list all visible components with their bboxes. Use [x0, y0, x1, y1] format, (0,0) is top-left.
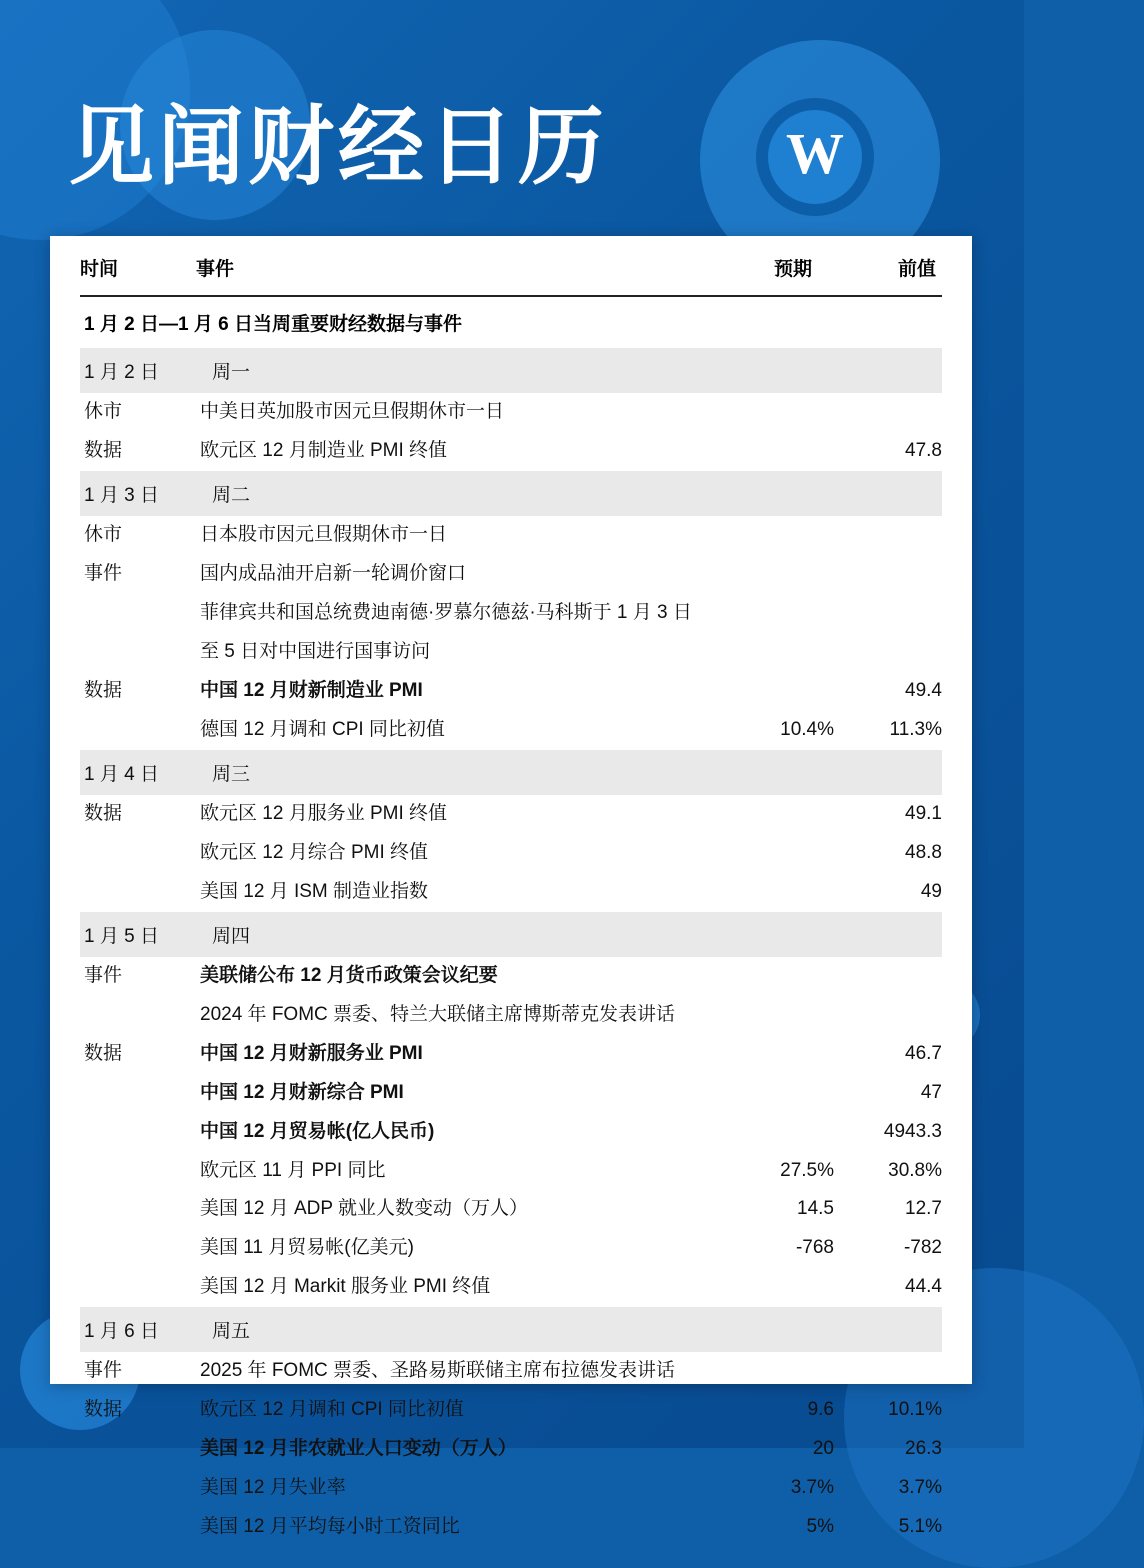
- column-header-event: 事件: [196, 242, 726, 296]
- column-header-expected: 预期: [726, 242, 834, 296]
- day-weekday: 周五: [196, 1307, 726, 1352]
- row-previous: -782: [903, 1237, 942, 1259]
- row-event: 国内成品油开启新一轮调价窗口: [200, 562, 467, 584]
- row-expected: -768: [795, 1237, 834, 1259]
- table-row: [80, 1430, 942, 1469]
- row-expected: 9.6: [807, 1399, 834, 1421]
- logo-letter: W: [786, 121, 844, 186]
- row-previous: 5.1%: [898, 1516, 942, 1538]
- table-row: [80, 594, 942, 633]
- row-expected: [726, 516, 834, 555]
- row-label: [80, 1268, 196, 1307]
- table-header-row: [80, 242, 942, 296]
- row-event: 欧元区 12 月制造业 PMI 终值: [200, 439, 448, 461]
- row-previous: [834, 555, 942, 594]
- row-previous: [834, 516, 942, 555]
- table-row: [80, 1152, 942, 1191]
- row-label: [80, 711, 196, 750]
- row-label: [80, 1074, 196, 1113]
- row-expected: 20: [812, 1438, 834, 1460]
- day-spacer: [834, 1307, 942, 1352]
- page-title: 见闻财经日历: [68, 99, 608, 195]
- table-row: [80, 957, 942, 996]
- row-label: 数据: [84, 679, 123, 701]
- row-event: 2025 年 FOMC 票委、圣路易斯联储主席布拉德发表讲话: [200, 1360, 676, 1382]
- row-event: 美国 12 月 ISM 制造业指数: [200, 880, 429, 902]
- table-row: [80, 1268, 942, 1307]
- table-header: [80, 242, 942, 296]
- table-row: [80, 672, 942, 711]
- row-expected: 3.7%: [790, 1477, 834, 1499]
- row-event: 欧元区 12 月综合 PMI 终值: [200, 841, 429, 863]
- row-label: [80, 1113, 196, 1152]
- row-label: [80, 594, 196, 633]
- day-header-row: [80, 471, 942, 516]
- row-label: [80, 1229, 196, 1268]
- table-row: [80, 711, 942, 750]
- table-row: [80, 1352, 942, 1391]
- row-label: 数据: [84, 1042, 123, 1064]
- row-expected: [726, 957, 834, 996]
- row-label: [80, 1508, 196, 1547]
- row-event: 美国 12 月平均每小时工资同比: [200, 1516, 460, 1538]
- row-previous: [834, 996, 942, 1035]
- day-date: 1 月 3 日: [80, 471, 196, 516]
- row-event: 至 5 日对中国进行国事访问: [200, 640, 431, 662]
- row-previous: 49: [920, 880, 942, 902]
- row-expected: [726, 996, 834, 1035]
- row-event: 欧元区 11 月 PPI 同比: [200, 1159, 386, 1181]
- row-expected: [726, 393, 834, 432]
- week-title-row: [80, 296, 942, 348]
- row-previous: 4943.3: [883, 1120, 942, 1142]
- row-expected: [726, 834, 834, 873]
- row-previous: 26.3: [905, 1438, 942, 1460]
- day-header-row: [80, 348, 942, 393]
- day-weekday: 周一: [196, 348, 726, 393]
- row-event: 2024 年 FOMC 票委、特兰大联储主席博斯蒂克发表讲话: [200, 1003, 676, 1025]
- row-previous: 49.4: [905, 679, 942, 701]
- row-event: 中国 12 月财新服务业 PMI: [200, 1042, 423, 1064]
- day-spacer: [726, 912, 834, 957]
- day-spacer: [726, 471, 834, 516]
- row-event: 菲律宾共和国总统费迪南德·罗慕尔德兹·马科斯于 1 月 3 日: [200, 601, 692, 623]
- row-expected: [726, 555, 834, 594]
- row-expected: [726, 795, 834, 834]
- calendar-card: [50, 236, 972, 1538]
- row-label: 数据: [84, 439, 123, 461]
- table-row: [80, 555, 942, 594]
- table-row: [80, 432, 942, 471]
- row-previous: 3.7%: [898, 1477, 942, 1499]
- row-label: [80, 996, 196, 1035]
- day-weekday: 周二: [196, 471, 726, 516]
- row-previous: 10.1%: [888, 1399, 942, 1421]
- row-label: 事件: [84, 1360, 123, 1382]
- day-header-row: [80, 1307, 942, 1352]
- row-event: 美联储公布 12 月货币政策会议纪要: [200, 964, 498, 986]
- row-expected: [726, 1352, 834, 1391]
- week-title-text: 1 月 2 日—1 月 6 日当周重要财经数据与事件: [84, 314, 462, 335]
- row-expected: [726, 1113, 834, 1152]
- row-previous: 48.8: [905, 841, 942, 863]
- day-weekday: 周三: [196, 750, 726, 795]
- table-row: [80, 1229, 942, 1268]
- row-previous: [834, 1352, 942, 1391]
- row-event: 中国 12 月财新制造业 PMI: [200, 679, 423, 701]
- table-row: [80, 393, 942, 432]
- row-label: [80, 873, 196, 912]
- row-label: [80, 834, 196, 873]
- day-spacer: [726, 348, 834, 393]
- table-row: [80, 1113, 942, 1152]
- row-event: 中国 12 月财新综合 PMI: [200, 1081, 404, 1103]
- row-expected: [726, 1035, 834, 1074]
- day-header-row: [80, 912, 942, 957]
- row-label: 数据: [84, 1399, 123, 1421]
- row-expected: [726, 594, 834, 633]
- table-row: [80, 1391, 942, 1430]
- row-label: 休市: [84, 523, 123, 545]
- table-row: [80, 1074, 942, 1113]
- day-spacer: [834, 912, 942, 957]
- table-row: [80, 873, 942, 912]
- page-header: [0, 0, 1024, 232]
- row-label: 休市: [84, 401, 123, 422]
- row-previous: 30.8%: [888, 1159, 942, 1181]
- row-expected: [726, 1074, 834, 1113]
- day-date: 1 月 6 日: [80, 1307, 196, 1352]
- row-label: [80, 1190, 196, 1229]
- calendar-card-inner: [80, 242, 942, 1538]
- day-spacer: [726, 1307, 834, 1352]
- row-event: 欧元区 12 月服务业 PMI 终值: [200, 802, 448, 824]
- day-spacer: [726, 750, 834, 795]
- row-expected: [726, 1268, 834, 1307]
- table-row: [80, 996, 942, 1035]
- logo-inner-circle: [768, 110, 862, 204]
- table-row: [80, 1469, 942, 1508]
- row-event: 中美日英加股市因元旦假期休市一日: [200, 401, 505, 422]
- table-row: [80, 1508, 942, 1547]
- row-label: [80, 1430, 196, 1469]
- day-date: 1 月 2 日: [80, 348, 196, 393]
- row-label: 事件: [84, 562, 123, 584]
- day-header-row: [80, 750, 942, 795]
- day-spacer: [834, 471, 942, 516]
- table-row: [80, 516, 942, 555]
- day-weekday: 周四: [196, 912, 726, 957]
- row-expected: 10.4%: [780, 718, 834, 740]
- row-event: 美国 12 月失业率: [200, 1477, 346, 1499]
- row-expected: [726, 672, 834, 711]
- calendar-table: [80, 242, 942, 1547]
- table-row: [80, 834, 942, 873]
- table-row: [80, 633, 942, 672]
- brand-logo: [756, 98, 874, 216]
- row-label: [80, 1152, 196, 1191]
- column-header-previous: 前值: [834, 242, 942, 296]
- row-event: 美国 12 月非农就业人口变动（万人）: [200, 1438, 517, 1460]
- row-previous: 46.7: [905, 1042, 942, 1064]
- row-previous: 49.1: [905, 802, 942, 824]
- day-spacer: [834, 750, 942, 795]
- row-event: 德国 12 月调和 CPI 同比初值: [200, 718, 445, 740]
- row-previous: 47.8: [905, 439, 942, 461]
- row-expected: 5%: [806, 1516, 834, 1538]
- row-event: 欧元区 12 月调和 CPI 同比初值: [200, 1399, 464, 1421]
- row-event: 美国 12 月 Markit 服务业 PMI 终值: [200, 1276, 491, 1298]
- day-date: 1 月 5 日: [80, 912, 196, 957]
- row-previous: 11.3%: [889, 718, 942, 740]
- column-header-time: 时间: [80, 242, 196, 296]
- row-event: 美国 11 月贸易帐(亿美元): [200, 1237, 414, 1259]
- row-label: [80, 633, 196, 672]
- row-expected: [726, 633, 834, 672]
- row-previous: 12.7: [905, 1198, 942, 1220]
- day-date: 1 月 4 日: [80, 750, 196, 795]
- row-expected: 14.5: [797, 1198, 834, 1220]
- row-previous: [834, 633, 942, 672]
- row-previous: 47: [920, 1081, 942, 1103]
- row-expected: [726, 873, 834, 912]
- day-spacer: [834, 348, 942, 393]
- table-body: [80, 296, 942, 1547]
- row-expected: [726, 432, 834, 471]
- row-previous: [834, 393, 942, 432]
- row-expected: 27.5%: [780, 1159, 834, 1181]
- row-previous: 44.4: [905, 1276, 942, 1298]
- row-label: 数据: [84, 802, 123, 824]
- row-event: 日本股市因元旦假期休市一日: [200, 523, 448, 545]
- table-row: [80, 1035, 942, 1074]
- table-row: [80, 1190, 942, 1229]
- row-previous: [834, 957, 942, 996]
- row-event: 中国 12 月贸易帐(亿人民币): [200, 1120, 435, 1142]
- row-event: 美国 12 月 ADP 就业人数变动（万人）: [200, 1198, 528, 1220]
- table-row: [80, 795, 942, 834]
- row-previous: [834, 594, 942, 633]
- row-label: 事件: [84, 964, 123, 986]
- row-label: [80, 1469, 196, 1508]
